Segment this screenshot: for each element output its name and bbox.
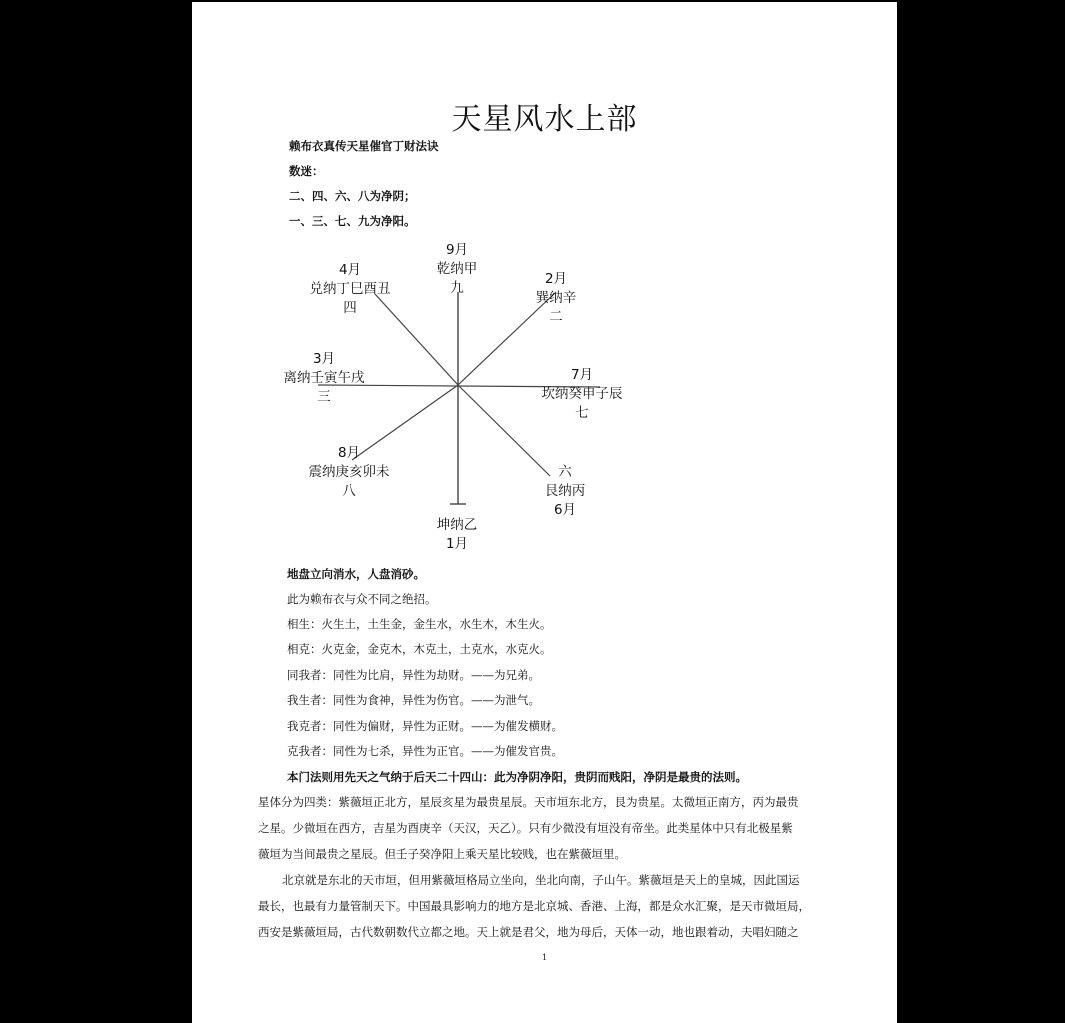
east-gua: 坎纳癸申子辰 [541,386,623,402]
northwest-month: 4月 [338,262,362,278]
paragraph-stars-line: 之星。少微垣在西方，吉星为酉庚辛（天汉，天乙）。只有少微没有垣没有帝坐。此类星体中只有北极星紫 [258,821,793,835]
south-month: 1月 [445,536,469,552]
west-gua: 离纳壬寅午戌 [283,370,365,386]
body-kewo: 克我者：同性为七杀，异性为正官。——为催发官贵。 [287,744,563,758]
northwest-gua: 兑纳丁巳酉丑 [309,281,391,297]
southeast-month: 6月 [553,502,577,518]
paragraph-beijing [258,867,838,945]
paragraph-beijing-line: 北京就是东北的天市垣，但用紫薇垣格局立坐向，坐北向南，子山午。紫薇垣是天上的皇城，因此国运 [282,873,800,887]
body-secret: 此为赖布衣与众不同之绝招。 [287,592,437,606]
body-xiangke: 相克：火克金，金克木，木克土，土克水，水克火。 [287,642,552,656]
yin-line: 二、四、六、八为净阴； [289,189,416,203]
body-tongwo: 同我者：同性为比肩，异性为劫财。——为兄弟。 [287,668,540,682]
southwest-gua: 震纳庚亥卯未 [308,464,390,480]
label-west [274,350,374,407]
body-woke: 我克者：同性为偏财，异性为正财。——为催发横财。 [287,719,563,733]
yang-line: 一、三、七、九为净阳。 [289,214,416,228]
label-north [422,241,492,298]
northwest-num: 四 [343,300,357,316]
northeast-month: 2月 [544,271,568,287]
south-gua: 坤纳乙 [436,517,478,533]
body-wosheng: 我生者：同性为食神，异性为伤官。——为泄气。 [287,693,540,707]
southwest-month: 8月 [337,445,361,461]
page-title: 天星风水上部 [451,102,638,137]
label-east [530,366,634,423]
document-page [192,2,897,1023]
paragraph-stars-line: 星体分为四类：紫薇垣正北方，星辰亥星为最贵星辰。天市垣东北方，艮为贵星。太微垣正南方，丙为最贵 [258,795,799,809]
east-month: 7月 [570,367,594,383]
northeast-num: 二 [549,309,563,325]
north-gua: 乾纳甲 [436,261,478,277]
numbers-heading: 数迷： [289,164,324,178]
southwest-num: 八 [342,483,356,499]
body-xiangsheng: 相生：火生土，土生金，金生水，水生木，木生火。 [287,617,552,631]
paragraph-beijing-line: 西安是紫薇垣局，古代数朝数代立都之地。天上就是君父，地为母后，天体一动，地也跟着动，夫唱妇随之 [258,925,799,939]
body-method: 本门法则用先天之气纳于后天二十四山：此为净阴净阳，贵阴而贱阳，净阴是最贵的法则。 [287,770,747,784]
label-southwest [298,444,400,501]
subtitle: 赖布衣真传天星催官丁财法诀 [289,139,439,153]
paragraph-stars [258,789,838,867]
paragraph-beijing-line: 最长，也最有力量管制天下。中国最具影响力的地方是北京城、香港、上海，都是众水汇聚，是天市微垣局， [258,899,810,913]
body-rule: 地盘立向消水，人盘消砂。 [287,567,425,581]
west-month: 3月 [312,351,336,367]
north-month: 9月 [445,242,469,258]
east-num: 七 [575,405,589,421]
northeast-gua: 巽纳辛 [535,290,577,306]
southeast-num: 六 [558,464,572,480]
north-num: 九 [450,280,464,296]
label-northwest [300,261,400,318]
label-south [417,516,497,554]
west-num: 三 [317,389,331,405]
page-number: 1 [541,953,548,962]
label-southeast [530,463,600,520]
southeast-gua: 艮纳丙 [544,483,586,499]
paragraph-stars-line: 薇垣为当间最贵之星辰。但壬子癸净阳上乘天星比较贱，也在紫薇垣里。 [258,847,626,861]
label-northeast [526,270,586,327]
